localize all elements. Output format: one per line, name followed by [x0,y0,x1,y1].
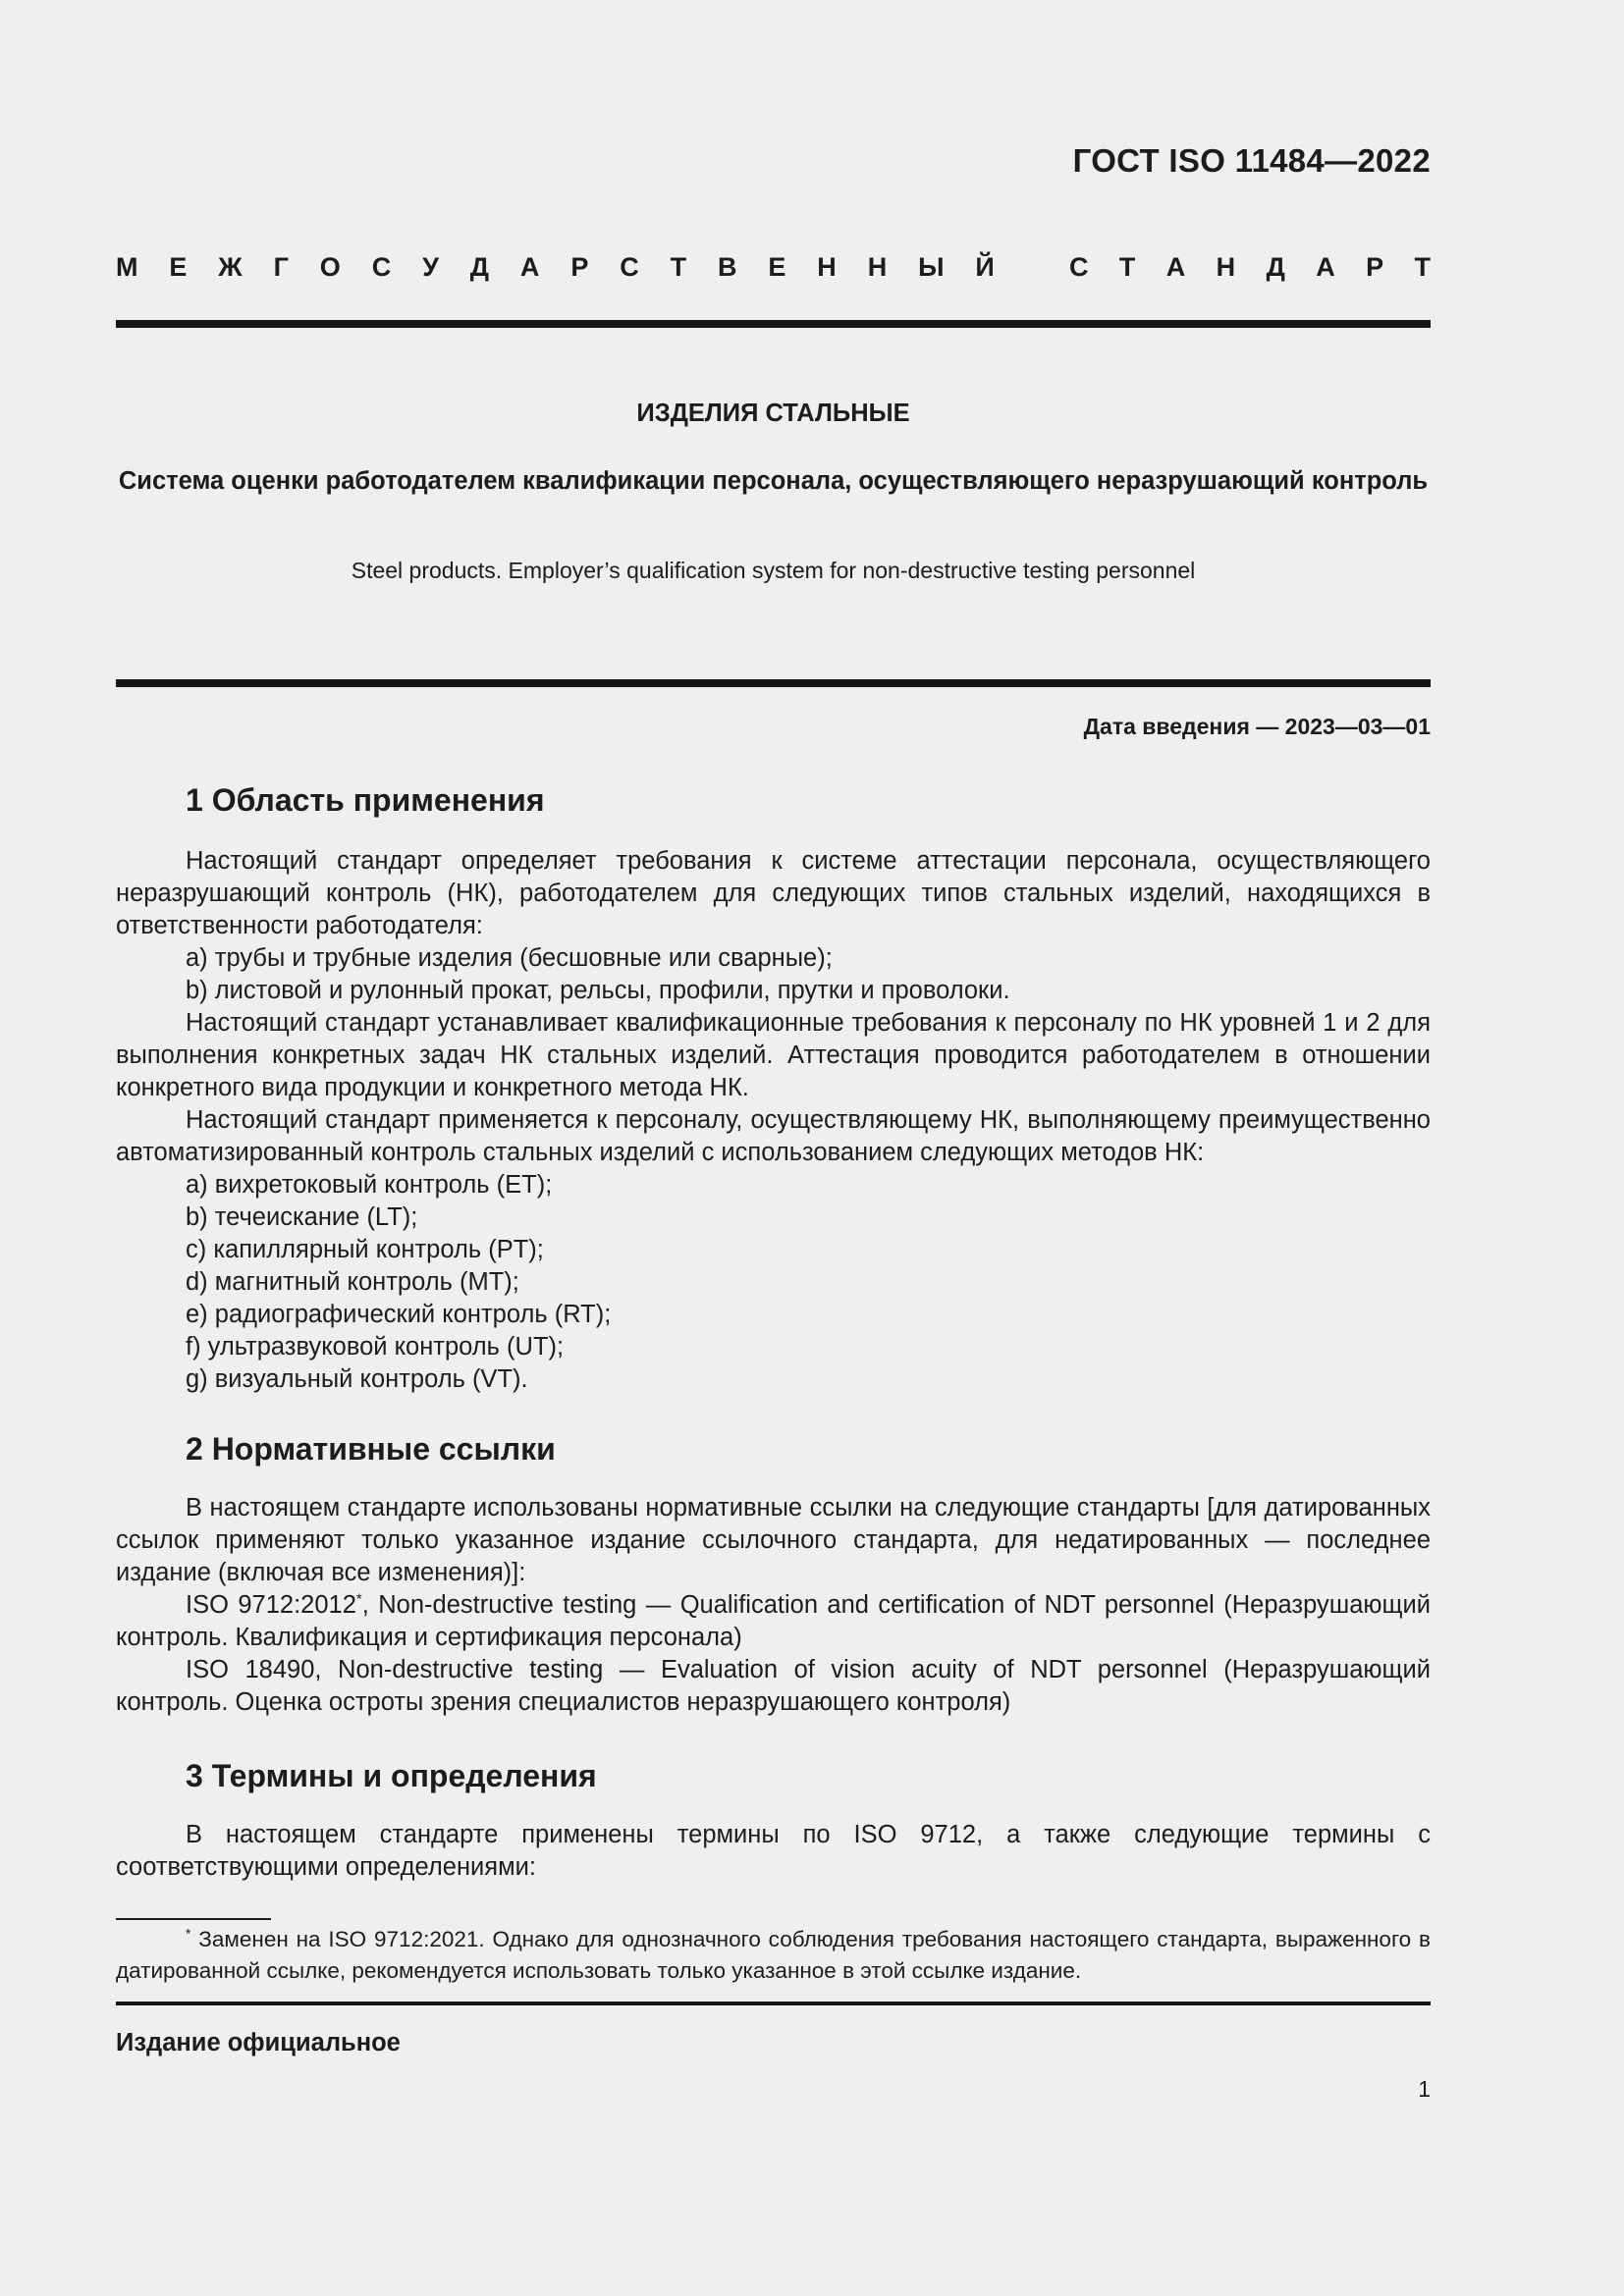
interstate-standard-banner [116,252,1431,283]
paragraph: Настоящий стандарт применяется к персоналу, осуществляющему НК, выполняющему преимущественно автоматизированный контроль стальных изделий с использованием следующих методов НК: [116,1106,1431,1166]
standard-word: С Т А Н Д А Р Т [1069,252,1431,282]
official-edition-label: Издание официальное [116,2029,401,2056]
list-item: d) магнитный контроль (MT); [186,1268,519,1296]
footnote-marker: * [186,1925,191,1942]
introduction-date: Дата введения — 2023—03—01 [1083,714,1431,739]
footnote-marker: * [355,1590,362,1608]
section-2-body [116,1492,1431,1719]
list-item: f) ультразвуковой контроль (UT); [186,1333,565,1361]
paragraph: В настоящем стандарте применены термины по ISO 9712, а также следующие термины с соответствующими определениями: [116,1821,1431,1881]
list-item: e) радиографический контроль (RT); [186,1301,612,1328]
reference-iso-9712: ISO 9712:2012*, Non-destructive testing — Qualification and certification of NDT personnel (Неразрушающий контроль. Квалификация и сертификация персонала) [116,1590,1431,1651]
document-subtitle: Система оценки работодателем квалификации персонала, осуществляющего неразрушающий контроль [118,467,1429,495]
english-title: Steel products. Employer’s qualification system for non-destructive testing personnel [351,558,1196,583]
header-divider [116,320,1431,328]
list-item: b) листовой и рулонный прокат, рельсы, профили, прутки и проволоки. [186,977,1010,1004]
footer-divider [116,2002,1431,2005]
list-item: c) капиллярный контроль (PT); [186,1236,544,1263]
section-3-heading: 3 Термины и определения [186,1758,597,1793]
section-1-heading: 1 Область применения [186,782,545,818]
list-item: b) течеискание (LT); [186,1203,418,1231]
document-title: ИЗДЕЛИЯ СТАЛЬНЫЕ [636,400,910,427]
reference-iso-18490: ISO 18490, Non-destructive testing — Evaluation of vision acuity of NDT personnel (Неразрушающий контроль. Оценка остроты зрения специалистов неразрушающего контроля) [116,1656,1431,1716]
list-item: а) вихретоковый контроль (ET); [186,1171,553,1199]
list-item: а) трубы и трубные изделия (бесшовные или сварные); [186,944,833,972]
paragraph: В настоящем стандарте использованы нормативные ссылки на следующие стандарты [для датированных ссылок применяют только указанное издание ссылочного стандарта, для недатированных — последнее издание (включая все изменения)]: [116,1494,1431,1586]
list-item: g) визуальный контроль (VT). [186,1365,528,1393]
standard-number: ГОСТ ISO 11484—2022 [1072,142,1431,179]
paragraph: Настоящий стандарт определяет требования к системе аттестации персонала, осуществляющего неразрушающий контроль (НК), работодателем для следующих типов стальных изделий, находящихся в ответственности работодателя: [116,847,1431,939]
section-3-body [116,1819,1431,1884]
page-number: 1 [1418,2076,1431,2102]
footnote: * Заменен на ISO 9712:2021. Однако для однозначного соблюдения требования настоящего стандарта, выраженного в датированной ссылке, рекомендуется использовать только указанное в этой ссылке издание. [116,1925,1431,1983]
section-1-body [116,845,1431,1396]
footnote-separator [116,1918,271,1920]
paragraph: Настоящий стандарт устанавливает квалификационные требования к персоналу по НК уровней 1 и 2 для выполнения конкретных задач НК стальных изделий. Аттестация проводится работодателем в отношении конкретного вида продукции и конкретного метода НК. [116,1009,1431,1101]
interstate-word: М Е Ж Г О С У Д А Р С Т В Е Н Н Ы Й [116,252,995,282]
title-divider [116,679,1431,687]
section-2-heading: 2 Нормативные ссылки [186,1431,556,1467]
